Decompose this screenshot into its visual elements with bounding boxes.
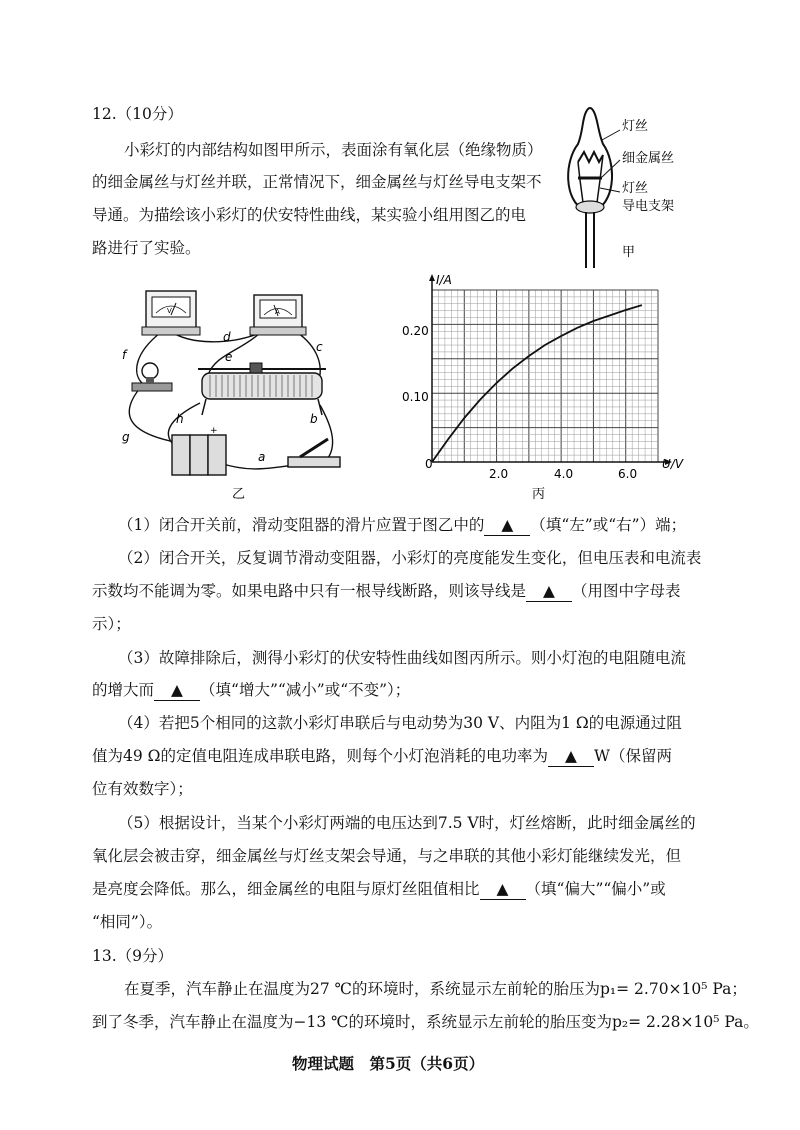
- wire-label-a: a: [258, 450, 266, 464]
- rheostat: [198, 363, 326, 415]
- q12-intro-line: 小彩灯的内部结构如图甲所示，表面涂有氧化层（绝缘物质）: [124, 141, 543, 159]
- voltmeter: [142, 291, 200, 335]
- figure-caption-yi: 乙: [232, 487, 246, 502]
- q12-part2-line3: 示）；: [92, 615, 131, 633]
- q13-line2: 到了冬季，汽车静止在温度为−13 ℃的环境时，系统显示左前轮的胎压变为p₂= 2.28×10⁵ Pa。: [92, 1013, 759, 1031]
- battery-plus: +: [210, 426, 218, 436]
- label-filament-2: 灯丝: [622, 181, 649, 196]
- q12-part2-line1: （2）闭合开关，反复调节滑动变阻器，小彩灯的亮度能发生变化，但电压表和电流表: [118, 549, 702, 567]
- q12-intro-line: 的细金属丝与灯丝并联，正常情况下，细金属丝与灯丝导电支架不: [92, 173, 542, 191]
- answer-blank-1[interactable]: ▲: [484, 515, 530, 536]
- x-axis-label: U/V: [662, 457, 684, 471]
- y-tick-label: 0.10: [402, 390, 429, 404]
- q12-header: 12.（10分）: [92, 105, 183, 123]
- page-footer: 物理试题 第5页（共6页）: [292, 1054, 485, 1073]
- q12-part4-line2: 值为49 Ω的定值电阻连成串联电路，则每个小灯泡消耗的电功率为 ▲ W（保留两: [92, 746, 672, 765]
- x-tick-label: 6.0: [618, 467, 638, 481]
- x-tick-label: 4.0: [554, 467, 574, 481]
- label-fine-metal-wire: 细金属丝: [622, 151, 675, 166]
- y-tick-label: 0.20: [402, 324, 429, 338]
- answer-blank-4[interactable]: ▲: [548, 746, 594, 767]
- figure-yi-circuit: [110, 283, 380, 503]
- q12-part2-line2: 示数均不能调为零。如果电路中只有一根导线断路，则该导线是 ▲ （用图中字母表: [92, 581, 681, 600]
- q12-part1: （1）闭合开关前，滑动变阻器的滑片应置于图乙中的 ▲ （填“左”或“右”）端；: [118, 515, 687, 534]
- figure-jia-lamp-structure: [556, 100, 716, 270]
- wire-label-e: e: [225, 350, 233, 364]
- wire-label-h: h: [176, 412, 184, 426]
- series-iu-curve: [432, 305, 642, 462]
- q12-part3-line2: 的增大而 ▲ （填“增大”“减小”或“不变”）；: [92, 680, 411, 699]
- q12-part5-line3: 是亮度会降低。那么，细金属丝的电阻与原灯丝阻值相比 ▲ （填“偏大”“偏小”或: [92, 879, 666, 898]
- ammeter: [250, 295, 306, 335]
- wire-label-f: f: [122, 348, 127, 362]
- filament: [578, 152, 603, 162]
- q12-part5-line4: “相同”）。: [92, 913, 163, 931]
- chart-grid: [432, 290, 658, 462]
- figure-caption-jia: 甲: [622, 245, 636, 260]
- wire-label-c: c: [316, 340, 323, 354]
- x-tick-label: 0: [425, 457, 433, 471]
- wire-label-b: b: [310, 412, 318, 426]
- battery-pack: [172, 426, 226, 475]
- x-tick-label: 2.0: [489, 467, 509, 481]
- wire-label-d: d: [223, 330, 231, 344]
- q12-intro-line: 路进行了实验。: [92, 239, 201, 257]
- label-conductive-support: 导电支架: [622, 199, 675, 214]
- q13-line1: 在夏季，汽车静止在温度为27 ℃的环境时，系统显示左前轮的胎压为p₁= 2.70×10⁵ Pa；: [124, 980, 747, 998]
- answer-blank-5[interactable]: ▲: [480, 879, 526, 900]
- axis-arrowheads: [429, 274, 672, 465]
- figure-bing-iu-chart: [392, 270, 682, 506]
- label-filament: 灯丝: [622, 119, 649, 134]
- lamp-base: [576, 201, 604, 213]
- q12-part5-line2: 氧化层会被击穿，细金属丝与灯丝支架会导通，与之串联的其他小彩灯能继续发光，但: [92, 847, 682, 865]
- q12-part4-line1: （4）若把5个相同的这款小彩灯串联后与电动势为30 V、内阻为1 Ω的电源通过阻: [118, 714, 682, 732]
- chart-axes: [429, 274, 672, 465]
- q12-part4-line3: 位有效数字）；: [92, 780, 193, 798]
- answer-blank-2[interactable]: ▲: [526, 581, 572, 602]
- q12-part5-line1: （5）根据设计，当某个小彩灯两端的电压达到7.5 V时，灯丝熔断，此时细金属丝的: [118, 814, 696, 832]
- q12-intro-line: 导通。为描绘该小彩灯的伏安特性曲线，某实验小组用图乙的电: [92, 206, 527, 224]
- q12-part3-line1: （3）故障排除后，测得小彩灯的伏安特性曲线如图丙所示。则小灯泡的电阻随电流: [118, 649, 686, 667]
- figure-caption-bing: 丙: [532, 487, 546, 502]
- answer-blank-3[interactable]: ▲: [154, 680, 200, 701]
- ammeter-symbol: A: [275, 308, 280, 316]
- wire-label-g: g: [122, 430, 130, 444]
- q13-header: 13.（9分）: [92, 947, 174, 965]
- y-axis-label: I/A: [436, 273, 452, 287]
- voltmeter-symbol: V: [167, 307, 172, 315]
